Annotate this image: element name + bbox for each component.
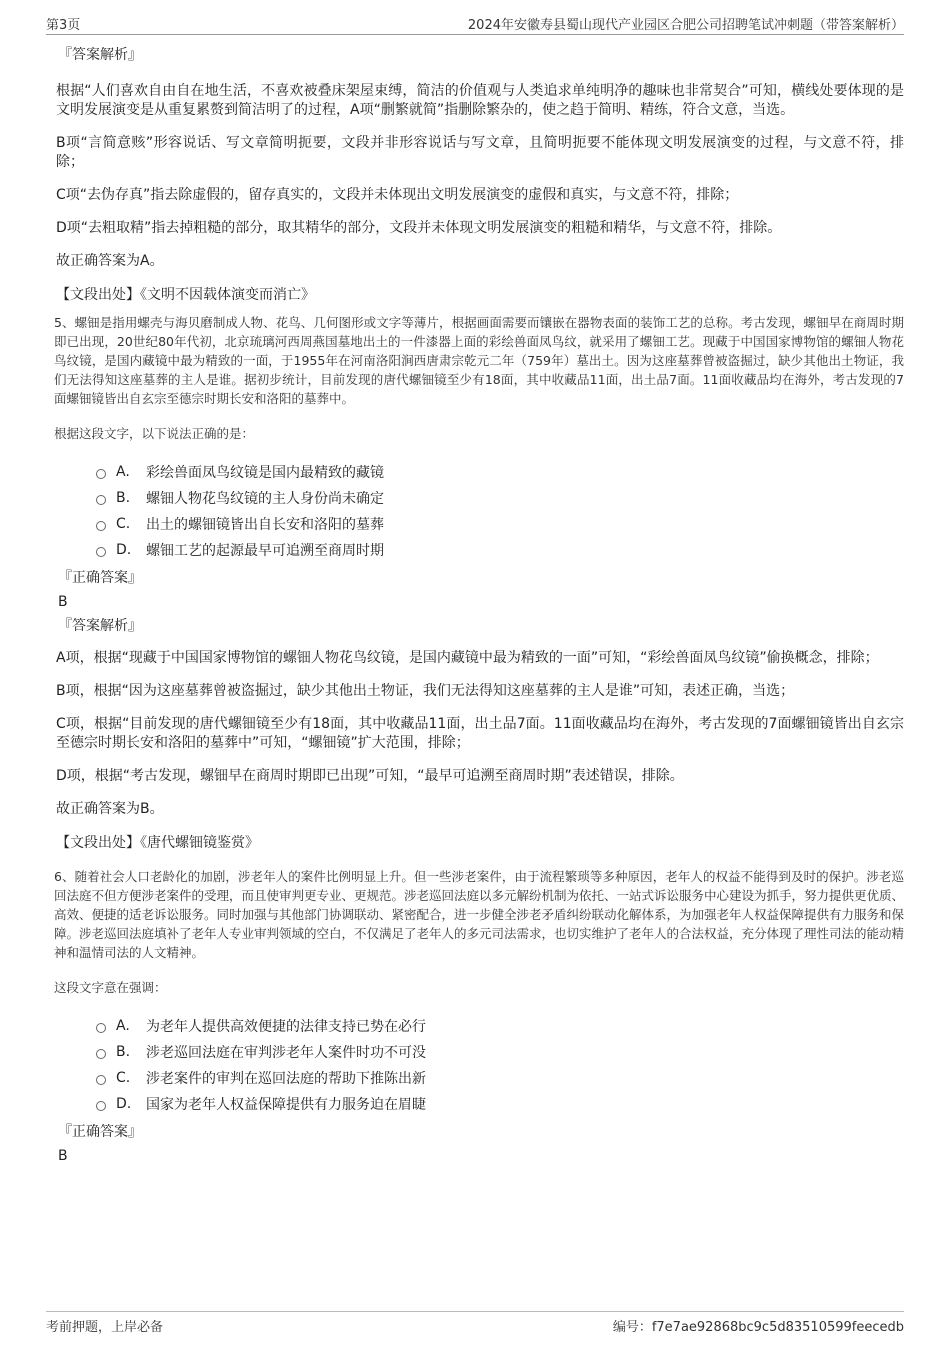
option-letter: D. xyxy=(116,542,132,558)
analysis-paragraph: B项“言简意赅”形容说话、写文章简明扼要，文段并非形容说话与写文章，且简明扼要不能体现文明发展演变的过程，与文意不符，排除； xyxy=(56,135,904,170)
option-d[interactable] xyxy=(96,1091,904,1117)
correct-answer-label: 『正确答案』 xyxy=(58,570,142,586)
option-text: 涉老巡回法庭在审判涉老年人案件时功不可没 xyxy=(146,1045,426,1061)
footer-slogan: 考前押题，上岸必备 xyxy=(46,1320,164,1335)
option-letter: B. xyxy=(116,1044,131,1060)
analysis-paragraph: C项，根据“目前发现的唐代螺钿镜至少有18面，其中收藏品11面，出土品7面。11面收藏品均在海外，考古发现的7面螺钿镜皆出自玄宗至德宗时期长安和洛阳的墓葬中”可知，“螺钿镜”扩大范围，排除； xyxy=(56,716,904,751)
option-a[interactable] xyxy=(96,1013,904,1039)
text-source: 【文段出处】《唐代螺钿镜鉴赏》 xyxy=(56,835,259,851)
option-text: 涉老案件的审判在巡回法庭的帮助下推陈出新 xyxy=(146,1071,426,1087)
page-number: 第3页 xyxy=(46,18,81,33)
text-source: 【文段出处】《文明不因载体演变而消亡》 xyxy=(56,287,315,303)
option-text: 国家为老年人权益保障提供有力服务迫在眉睫 xyxy=(146,1097,426,1113)
option-text: 为老年人提供高效便捷的法律支持已势在必行 xyxy=(146,1019,426,1035)
option-letter: A. xyxy=(116,1018,130,1034)
option-b[interactable] xyxy=(96,485,904,511)
radio-button-icon[interactable] xyxy=(96,547,106,557)
option-text: 螺钿人物花鸟纹镜的主人身份尚未确定 xyxy=(146,491,384,507)
analysis-paragraph: D项，根据“考古发现，螺钿早在商周时期即已出现”可知，“最早可追溯至商周时期”表述错误，排除。 xyxy=(56,768,684,784)
correct-answer: B xyxy=(58,1148,68,1164)
question-6-text: 6、随着社会人口老龄化的加剧，涉老年人的案件比例明显上升。但一些涉老案件，由于流程繁琐等多种原因，老年人的权益不能得到及时的保护。涉老巡回法庭不但方便涉老案件的受理，而且使审判更专业、更规范。涉老巡回法庭以多元解纷机制为依托、一站式诉讼服务中心建设为抓手，努力提供更优质、高效、便捷的适老诉讼服务。同时加强与其他部门协调联动、紧密配合，进一步健全涉老矛盾纠纷联动化解体系，为加强老年人权益保障提供有力服务和保障。涉老巡回法庭填补了老年人专业审判领域的空白，不仅满足了老年人的多元司法需求，也切实维护了老年人的合法权益，充分体现了理性司法的能动精神和温情司法的人文精神。 xyxy=(54,869,905,960)
option-d[interactable] xyxy=(96,537,904,563)
radio-button-icon[interactable] xyxy=(96,521,106,531)
analysis-paragraph: C项“去伪存真”指去除虚假的，留存真实的，文段并未体现出文明发展演变的虚假和真实，与文意不符，排除； xyxy=(56,187,739,203)
analysis-conclusion: 故正确答案为A。 xyxy=(56,253,164,269)
document-id: 编号：f7e7ae92868bc9c5d83510599feecedb xyxy=(612,1320,904,1335)
radio-button-icon[interactable] xyxy=(96,469,106,479)
option-letter: D. xyxy=(116,1096,132,1112)
option-b[interactable] xyxy=(96,1039,904,1065)
analysis-paragraph: 根据“人们喜欢自由自在地生活，不喜欢被叠床架屋束缚，简洁的价值观与人类追求单纯明净的趣味也非常契合”可知，横线处要体现的是文明发展演变是从重复累赘到简洁明了的过程，A项“删繁就简”指删除繁杂的，使之趋于简明、精练，符合文意，当选。 xyxy=(56,83,904,118)
question-5-prompt: 根据这段文字，以下说法正确的是： xyxy=(54,426,255,441)
analysis-label: 『答案解析』 xyxy=(58,618,142,634)
question-5-options xyxy=(96,459,904,563)
option-text: 彩绘兽面凤鸟纹镜是国内最精致的藏镜 xyxy=(146,465,384,481)
radio-button-icon[interactable] xyxy=(96,495,106,505)
option-text: 出土的螺钿镜皆出自长安和洛阳的墓葬 xyxy=(146,517,384,533)
radio-button-icon[interactable] xyxy=(96,1023,106,1033)
option-letter: B. xyxy=(116,490,131,506)
question-5-text: 5、螺钿是指用螺壳与海贝磨制成人物、花鸟、几何图形或文字等薄片，根据画面需要而镶嵌在器物表面的装饰工艺的总称。考古发现，螺钿早在商周时期即已出现，20世纪80年代初，北京琉璃河西周燕国墓地出土的一件漆器上面的彩绘兽面凤鸟纹，就采用了螺钿工艺。现藏于中国国家博物馆的螺钿人物花鸟纹镜，是国内藏镜中最为精致的一面，于1955年在河南洛阳涧西唐肃宗乾元二年（759年）墓出土。因为这座墓葬曾被盗掘过，缺少其他出土物证，我们无法得知这座墓葬的主人是谁。据初步统计，目前发现的唐代螺钿镜至少有18面，其中收藏品11面，出土品7面。11面收藏品均在海外，考古发现的7面螺钿镜皆出自玄宗至德宗时期长安和洛阳的墓葬中。 xyxy=(54,315,904,406)
option-text: 螺钿工艺的起源最早可追溯至商周时期 xyxy=(146,543,384,559)
radio-button-icon[interactable] xyxy=(96,1075,106,1085)
option-letter: C. xyxy=(116,516,131,532)
page-content xyxy=(56,44,904,1169)
analysis-paragraph: A项，根据“现藏于中国国家博物馆的螺钿人物花鸟纹镜，是国内藏镜中最为精致的一面”可知，“彩绘兽面凤鸟纹镜”偷换概念，排除； xyxy=(56,650,879,666)
analysis-paragraph: D项“去粗取精”指去掉粗糙的部分，取其精华的部分，文段并未体现文明发展演变的粗糙和精华，与文意不符，排除。 xyxy=(56,220,782,236)
analysis-label: 『答案解析』 xyxy=(58,47,142,63)
option-letter: C. xyxy=(116,1070,131,1086)
question-6-prompt: 这段文字意在强调： xyxy=(54,980,167,995)
option-a[interactable] xyxy=(96,459,904,485)
option-letter: A. xyxy=(116,464,130,480)
correct-answer-label: 『正确答案』 xyxy=(58,1124,142,1140)
option-c[interactable] xyxy=(96,511,904,537)
page-header xyxy=(46,12,904,35)
radio-button-icon[interactable] xyxy=(96,1101,106,1111)
option-c[interactable] xyxy=(96,1065,904,1091)
question-6-options xyxy=(96,1013,904,1117)
analysis-paragraph: B项，根据“因为这座墓葬曾被盗掘过，缺少其他出土物证，我们无法得知这座墓葬的主人是谁”可知，表述正确，当选； xyxy=(56,683,795,699)
radio-button-icon[interactable] xyxy=(96,1049,106,1059)
document-title: 2024年安徽寿县蜀山现代产业园区合肥公司招聘笔试冲刺题（带答案解析） xyxy=(467,18,904,33)
analysis-conclusion: 故正确答案为B。 xyxy=(56,801,164,817)
page-footer xyxy=(46,1311,904,1336)
correct-answer: B xyxy=(58,594,68,610)
